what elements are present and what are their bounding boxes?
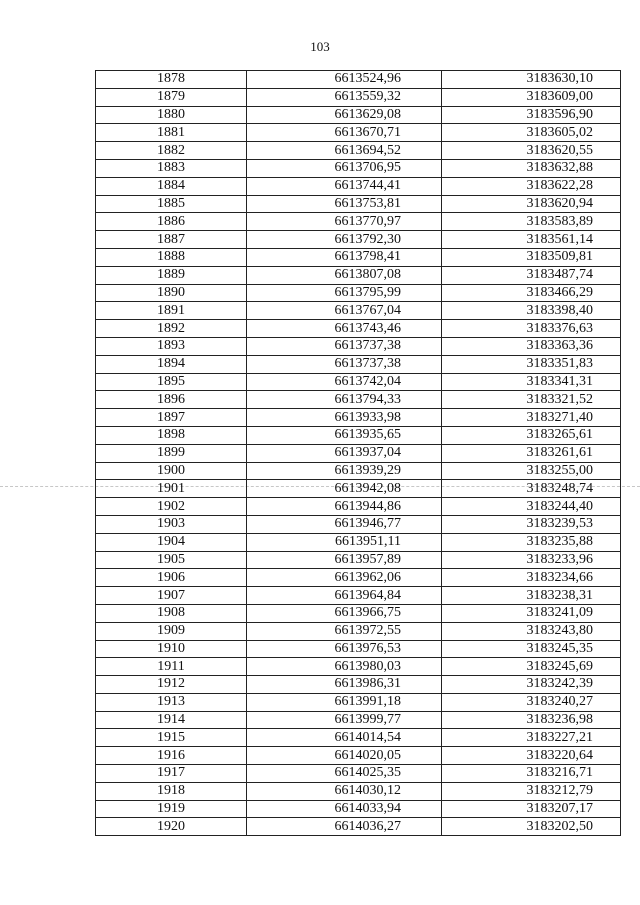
table-row [96,231,621,249]
x-coordinate-cell: 6613807,08 [247,266,442,284]
x-coordinate-cell: 6613753,81 [247,195,442,213]
x-coordinate-cell: 6613962,06 [247,569,442,587]
table-row [96,284,621,302]
y-coordinate-cell: 3183212,79 [442,782,621,800]
y-coordinate-cell: 3183363,36 [442,337,621,355]
x-coordinate-cell: 6613792,30 [247,231,442,249]
table-row [96,320,621,338]
y-coordinate-cell: 3183236,98 [442,711,621,729]
point-number-cell: 1897 [96,409,247,427]
table-row [96,426,621,444]
table-row [96,622,621,640]
table-row [96,213,621,231]
y-coordinate-cell: 3183376,63 [442,320,621,338]
table-row [96,480,621,498]
x-coordinate-cell: 6613744,41 [247,177,442,195]
point-number-cell: 1899 [96,444,247,462]
table-row [96,747,621,765]
x-coordinate-cell: 6614014,54 [247,729,442,747]
point-number-cell: 1903 [96,515,247,533]
x-coordinate-cell: 6613767,04 [247,302,442,320]
x-coordinate-cell: 6613976,53 [247,640,442,658]
table-row [96,337,621,355]
point-number-cell: 1901 [96,480,247,498]
x-coordinate-cell: 6613737,38 [247,355,442,373]
x-coordinate-cell: 6613670,71 [247,124,442,142]
point-number-cell: 1879 [96,88,247,106]
y-coordinate-cell: 3183487,74 [442,266,621,284]
table-row [96,106,621,124]
y-coordinate-cell: 3183202,50 [442,818,621,836]
point-number-cell: 1912 [96,676,247,694]
point-number-cell: 1908 [96,604,247,622]
y-coordinate-cell: 3183207,17 [442,800,621,818]
point-number-cell: 1880 [96,106,247,124]
x-coordinate-cell: 6613991,18 [247,693,442,711]
y-coordinate-cell: 3183630,10 [442,71,621,89]
y-coordinate-cell: 3183265,61 [442,426,621,444]
y-coordinate-cell: 3183241,09 [442,604,621,622]
y-coordinate-cell: 3183227,21 [442,729,621,747]
x-coordinate-cell: 6613629,08 [247,106,442,124]
table-row [96,658,621,676]
x-coordinate-cell: 6613933,98 [247,409,442,427]
point-number-cell: 1906 [96,569,247,587]
table-row [96,765,621,783]
y-coordinate-cell: 3183605,02 [442,124,621,142]
point-number-cell: 1907 [96,587,247,605]
point-number-cell: 1882 [96,142,247,160]
y-coordinate-cell: 3183466,29 [442,284,621,302]
table-row [96,88,621,106]
x-coordinate-cell: 6613798,41 [247,248,442,266]
point-number-cell: 1900 [96,462,247,480]
x-coordinate-cell: 6613966,75 [247,604,442,622]
x-coordinate-cell: 6613999,77 [247,711,442,729]
point-number-cell: 1887 [96,231,247,249]
y-coordinate-cell: 3183609,00 [442,88,621,106]
y-coordinate-cell: 3183238,31 [442,587,621,605]
x-coordinate-cell: 6613694,52 [247,142,442,160]
table-row [96,569,621,587]
y-coordinate-cell: 3183216,71 [442,765,621,783]
x-coordinate-cell: 6613946,77 [247,515,442,533]
y-coordinate-cell: 3183596,90 [442,106,621,124]
y-coordinate-cell: 3183239,53 [442,515,621,533]
y-coordinate-cell: 3183234,66 [442,569,621,587]
page-number: 103 [310,39,330,54]
point-number-cell: 1910 [96,640,247,658]
x-coordinate-cell: 6613986,31 [247,676,442,694]
x-coordinate-cell: 6613743,46 [247,320,442,338]
table-row [96,195,621,213]
x-coordinate-cell: 6614020,05 [247,747,442,765]
point-number-cell: 1917 [96,765,247,783]
y-coordinate-cell: 3183248,74 [442,480,621,498]
x-coordinate-cell: 6613957,89 [247,551,442,569]
y-coordinate-cell: 3183620,55 [442,142,621,160]
x-coordinate-cell: 6613972,55 [247,622,442,640]
table-row [96,462,621,480]
y-coordinate-cell: 3183321,52 [442,391,621,409]
y-coordinate-cell: 3183235,88 [442,533,621,551]
x-coordinate-cell: 6613951,11 [247,533,442,551]
point-number-cell: 1905 [96,551,247,569]
y-coordinate-cell: 3183261,61 [442,444,621,462]
table-row [96,729,621,747]
table-row [96,711,621,729]
point-number-cell: 1883 [96,159,247,177]
point-number-cell: 1886 [96,213,247,231]
point-number-cell: 1916 [96,747,247,765]
point-number-cell: 1891 [96,302,247,320]
x-coordinate-cell: 6613794,33 [247,391,442,409]
point-number-cell: 1888 [96,248,247,266]
table-row [96,515,621,533]
point-number-cell: 1878 [96,71,247,89]
table-row [96,302,621,320]
table-row [96,71,621,89]
y-coordinate-cell: 3183620,94 [442,195,621,213]
point-number-cell: 1919 [96,800,247,818]
y-coordinate-cell: 3183233,96 [442,551,621,569]
table-row [96,498,621,516]
x-coordinate-cell: 6613742,04 [247,373,442,391]
x-coordinate-cell: 6613559,32 [247,88,442,106]
table-row [96,587,621,605]
table-row [96,124,621,142]
table-row [96,800,621,818]
point-number-cell: 1896 [96,391,247,409]
coordinates-table [95,70,621,836]
y-coordinate-cell: 3183632,88 [442,159,621,177]
y-coordinate-cell: 3183561,14 [442,231,621,249]
x-coordinate-cell: 6613937,04 [247,444,442,462]
y-coordinate-cell: 3183583,89 [442,213,621,231]
x-coordinate-cell: 6613944,86 [247,498,442,516]
y-coordinate-cell: 3183341,31 [442,373,621,391]
table-row [96,159,621,177]
x-coordinate-cell: 6614036,27 [247,818,442,836]
table-row [96,248,621,266]
point-number-cell: 1920 [96,818,247,836]
y-coordinate-cell: 3183398,40 [442,302,621,320]
x-coordinate-cell: 6613706,95 [247,159,442,177]
y-coordinate-cell: 3183622,28 [442,177,621,195]
x-coordinate-cell: 6614025,35 [247,765,442,783]
point-number-cell: 1884 [96,177,247,195]
x-coordinate-cell: 6613942,08 [247,480,442,498]
table-row [96,142,621,160]
x-coordinate-cell: 6613737,38 [247,337,442,355]
point-number-cell: 1892 [96,320,247,338]
point-number-cell: 1890 [96,284,247,302]
point-number-cell: 1898 [96,426,247,444]
table-row [96,533,621,551]
point-number-cell: 1889 [96,266,247,284]
x-coordinate-cell: 6613524,96 [247,71,442,89]
table-row [96,818,621,836]
table-row [96,551,621,569]
table-row [96,391,621,409]
y-coordinate-cell: 3183220,64 [442,747,621,765]
point-number-cell: 1894 [96,355,247,373]
table-row [96,177,621,195]
x-coordinate-cell: 6613795,99 [247,284,442,302]
y-coordinate-cell: 3183244,40 [442,498,621,516]
point-number-cell: 1904 [96,533,247,551]
y-coordinate-cell: 3183243,80 [442,622,621,640]
table-row [96,355,621,373]
y-coordinate-cell: 3183351,83 [442,355,621,373]
table-row [96,676,621,694]
table-row [96,444,621,462]
coordinates-table-body [96,71,621,836]
y-coordinate-cell: 3183242,39 [442,676,621,694]
point-number-cell: 1909 [96,622,247,640]
x-coordinate-cell: 6613935,65 [247,426,442,444]
point-number-cell: 1885 [96,195,247,213]
x-coordinate-cell: 6614030,12 [247,782,442,800]
point-number-cell: 1902 [96,498,247,516]
point-number-cell: 1918 [96,782,247,800]
table-row [96,693,621,711]
y-coordinate-cell: 3183240,27 [442,693,621,711]
y-coordinate-cell: 3183245,69 [442,658,621,676]
point-number-cell: 1915 [96,729,247,747]
point-number-cell: 1893 [96,337,247,355]
y-coordinate-cell: 3183245,35 [442,640,621,658]
x-coordinate-cell: 6613770,97 [247,213,442,231]
point-number-cell: 1913 [96,693,247,711]
y-coordinate-cell: 3183255,00 [442,462,621,480]
y-coordinate-cell: 3183509,81 [442,248,621,266]
point-number-cell: 1895 [96,373,247,391]
table-row [96,373,621,391]
x-coordinate-cell: 6613964,84 [247,587,442,605]
table-row [96,782,621,800]
table-row [96,409,621,427]
y-coordinate-cell: 3183271,40 [442,409,621,427]
x-coordinate-cell: 6614033,94 [247,800,442,818]
table-row [96,640,621,658]
point-number-cell: 1911 [96,658,247,676]
point-number-cell: 1914 [96,711,247,729]
x-coordinate-cell: 6613980,03 [247,658,442,676]
point-number-cell: 1881 [96,124,247,142]
table-row [96,266,621,284]
x-coordinate-cell: 6613939,29 [247,462,442,480]
table-row [96,604,621,622]
